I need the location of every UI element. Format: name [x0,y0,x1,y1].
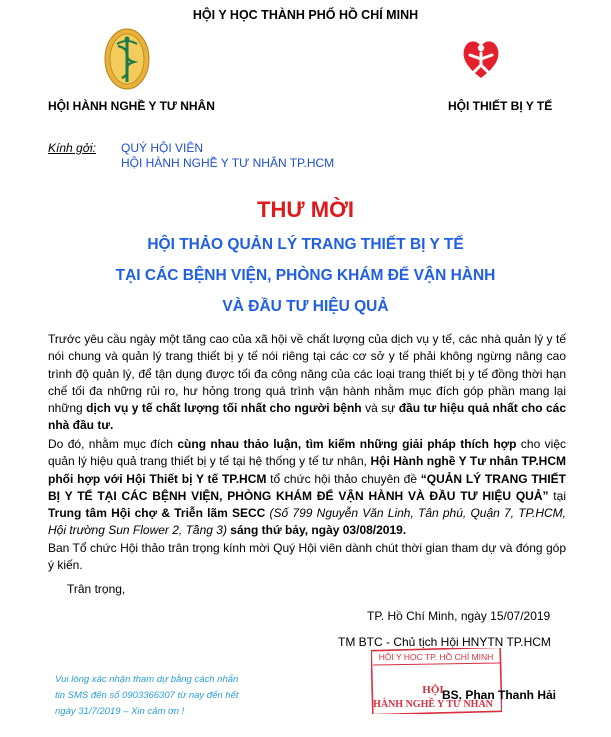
paragraph-text: Do đó, nhằm mục đích [48,437,178,451]
emphasis-text: cùng nhau thảo luận, tìm kiếm những giải pháp thích hợp [177,437,517,451]
recipient-line-2: HỘI HÀNH NGHỀ Y TƯ NHÂN TP.HCM [121,156,335,170]
right-organization-name: HỘI THIẾT BỊ Y TẾ [448,99,553,113]
venue-text: Trung tâm Hội chợ & Triễn lãm SECC [48,506,266,521]
stamp-bottom-text: HÀNH NGHỀ Y TƯ NHÂN [373,699,493,710]
body-paragraph-1 [48,331,566,435]
stamp-middle-text: HỘI [422,684,444,696]
body-paragraph-3: Ban Tổ chức Hội thảo trân trọng kính mời Quý Hội viên dành chút thời gian tham dự và đóng góp ý kiến. [48,541,566,573]
signer-name: BS. Phan Thanh Hải [442,688,557,702]
organization-title: HỘI Y HỌC THÀNH PHỐ HỒ CHÍ MINH [192,8,419,22]
paragraph-text: Trước yêu cầu ngày một tăng cao của xã hội về chất lượng của dịch vụ y tế, các nhà quản lý y tế nói chung và quản lý trang thiết bị y tế nói riêng tại các cơ sở y tế phải không ngừng nâng cao trình độ quản lý, để tận dụng được tối đa công năng của các loại trang thiết bị y tế đồng thời hạn chế tối đa những rủi ro, hư hỏng trong quá trình vận hành nhằm mục đích góp phần mang lại những [48,332,566,416]
left-organization-name: HỘI HÀNH NGHỀ Y TƯ NHÂN [48,99,215,113]
address-text: (Số 799 Nguyễn Văn Linh, Tân phú, Quận 7, TP.HCM, Hội trường Sun Flower 2, Tầng 3) [48,506,567,538]
emphasis-text: đầu tư hiệu quả nhất cho các nhà đầu tư. [48,401,567,433]
event-date-text: sáng thứ bảy, ngày 03/08/2019. [226,523,407,538]
subtitle-line-3: VÀ ĐẦU TƯ HIỆU QUẢ [222,298,389,315]
paragraph-text: cho việc quản lý hiệu quả trang thiết bị y tế tại hệ thống y tế tư nhân, [48,437,566,469]
rsvp-note-line: ngày 31/7/2019 – Xin cảm ơn ! [55,706,185,717]
caduceus-emblem-icon [104,28,150,90]
rsvp-note [55,672,255,720]
emphasis-text: dịch vụ y tế chất lượng tối nhất cho người bệnh [86,401,362,416]
subtitle-line-1: HỘI THẢO QUẢN LÝ TRANG THIẾT BỊ Y TẾ [147,236,464,253]
organization-stamp [371,648,502,714]
closing-text: Trân trọng, [67,582,126,596]
rsvp-note-line: tin SMS đến số 0903366307 từ nay đến hết [55,690,239,701]
greeting-label: Kính gởi: [48,141,96,155]
paragraph-text: tại [548,488,566,503]
subtitle-line-2: TẠI CÁC BỆNH VIỆN, PHÒNG KHÁM ĐỂ VẬN HÀNH [115,267,496,284]
signer-position: TM BTC - Chủ tịch Hội HNYTN TP.HCM [338,635,551,649]
letter-title: THƯ MỜI [257,197,354,222]
recipient-line-1: QUÝ HỘI VIÊN [121,141,204,155]
paragraph-text: và sự [361,401,399,416]
emphasis-text: Hội Hành nghề Y Tư nhân TP.HCM phối hợp với Hội Thiết bị Y tế TP.HCM [48,454,567,486]
body-paragraph-2 [48,436,566,540]
heart-figure-emblem-icon [461,36,501,80]
event-title-text: “QUẢN LÝ TRANG THIẾT BỊ Y TẾ TẠI CÁC BỆNH VIỆN, PHÒNG KHÁM ĐỂ VẬN HÀNH VÀ ĐẦU TƯ HIỆU QUẢ” [48,471,567,503]
rsvp-note-line: Vui lòng xác nhận tham dự bằng cách nhắn [55,674,239,685]
stamp-top-text: HỘI Y HỌC TP. HỒ CHÍ MINH [378,652,494,662]
place-date: TP. Hồ Chí Minh, ngày 15/07/2019 [367,609,551,623]
paragraph-text: tổ chức hội thảo chuyên đề [266,471,421,486]
